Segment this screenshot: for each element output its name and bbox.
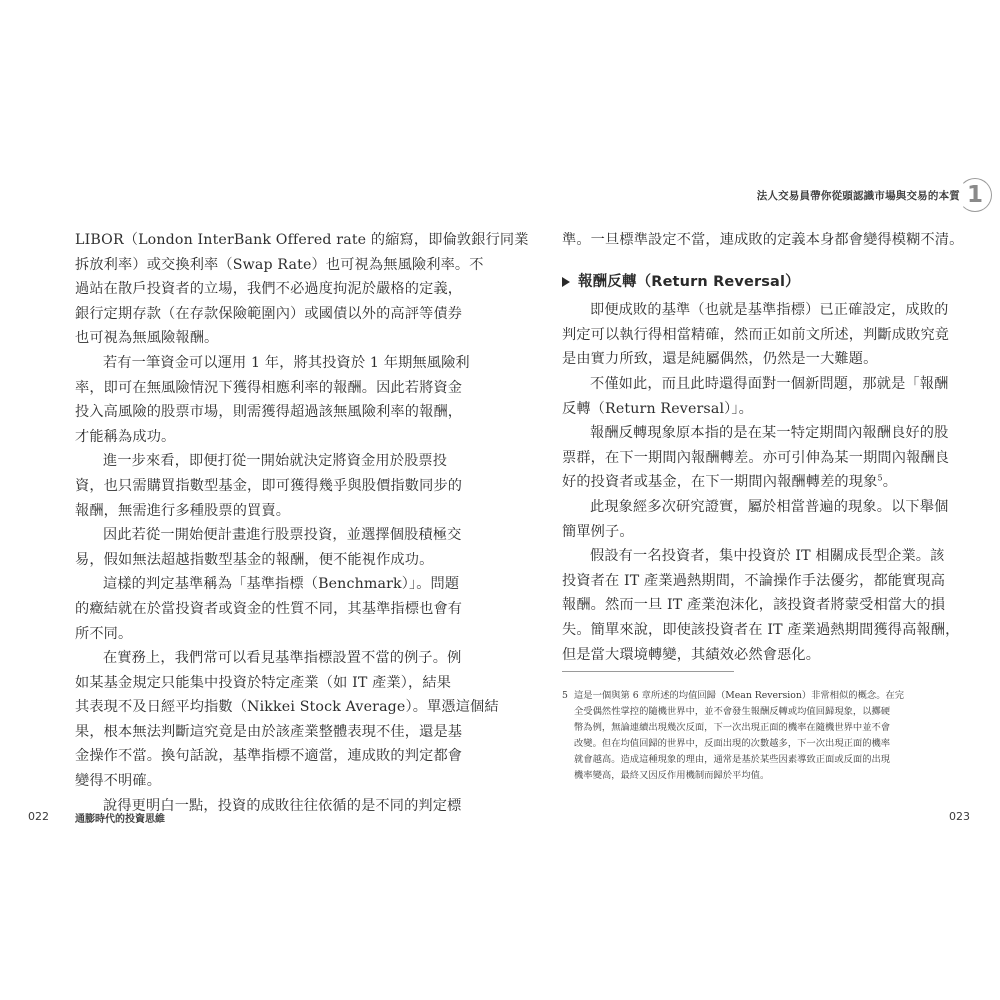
text-line-content: 若有一筆資金可以運用 1 年，將其投資於 1 年期無風險利 (103, 354, 470, 371)
footnote-divider (562, 671, 734, 672)
text-line-content: 簡單例子。 (562, 523, 634, 540)
footnote-line (562, 688, 937, 704)
text-line-content: 好的投資者或基金，在下一期間內報酬轉差的現象 (562, 474, 878, 491)
text-line (562, 421, 949, 446)
text-line-content: 票群，在下一期間內報酬轉差。亦可引伸為某一期間內報酬良 (562, 449, 950, 466)
text-line (562, 569, 946, 594)
left-body-text (75, 228, 529, 818)
right-page (500, 0, 1000, 1000)
text-line (75, 671, 452, 696)
footnote-text: 這是一個與第 6 章所述的均值回歸（Mean Reversion）非常相似的概念。在完 (574, 690, 905, 701)
text-line-content: 也可視為無風險報酬。 (75, 330, 219, 347)
text-line (75, 253, 484, 278)
footnote-text: 全受偶然性掌控的隨機世界中，並不會發生報酬反轉或均值回歸現象，以擲硬 (574, 706, 891, 717)
opening-line: 準。一旦標準設定不當，連成敗的定義本身都會變得模糊不清。 (562, 232, 964, 248)
section-heading (562, 270, 937, 295)
triangle-bullet-icon (562, 277, 570, 287)
footnote-line (562, 704, 937, 720)
book-title-footer: 通膨時代的投資思維 (75, 814, 165, 825)
text-line-content: 進一步來看，即便打從一開始就決定將資金用於股票投 (103, 453, 448, 470)
text-line-content: 不僅如此，而且此時還得面對一個新問題，那就是「報酬 (590, 375, 949, 392)
text-line (562, 593, 946, 618)
right-body-text (562, 228, 964, 667)
text-line (75, 622, 437, 647)
text-line (562, 643, 937, 668)
text-line (562, 397, 937, 422)
text-line-content: 的癥結就在於當投資者或資金的性質不同，其基準指標也會有 (75, 600, 463, 617)
text-line-content: LIBOR（London InterBank Offered rate 的縮寫，即倫敦銀行同業 (75, 232, 529, 248)
text-line (75, 769, 437, 794)
text-line-content: 果，根本無法判斷這究竟是由於該產業整體表現不佳，還是基 (75, 723, 463, 740)
text-line-content: 易，假如無法超越指數型基金的報酬，便不能視作成功。 (75, 551, 434, 568)
footnote-line (562, 752, 937, 768)
footnote-line (562, 768, 937, 784)
text-line-content: 其表現不及日經平均指數（Nikkei Stock Average）。單憑這個結 (75, 699, 499, 716)
text-line-content: 如某基金規定只能集中投資於特定產業（如 IT 產業），結果 (75, 674, 452, 691)
text-line-content: 在實務上，我們常可以看見基準指標設置不當的例子。例 (103, 650, 462, 667)
text-line-content: 說得更明白一點，投資的成敗往往依循的是不同的判定標 (103, 797, 462, 814)
text-line (562, 298, 949, 323)
text-line-content: 才能稱為成功。 (75, 428, 176, 445)
text-line-content: 銀行定期存款（在存款保險範圍內）或國債以外的高評等債券 (75, 305, 463, 322)
text-line-content: 報酬，無需進行多種股票的買賣。 (75, 502, 291, 519)
text-line-trailing: 。 (882, 474, 898, 491)
text-line-content: 變得不明確。 (75, 773, 162, 790)
text-line (75, 695, 499, 720)
text-line (75, 376, 463, 401)
text-line (75, 425, 437, 450)
running-header (757, 178, 992, 212)
text-line-content: 因此若從一開始便計畫進行股票投資，並選擇個股積極交 (103, 527, 462, 544)
footnote-reference[interactable]: 5 (877, 473, 883, 483)
text-line (75, 523, 462, 548)
text-line-content: 報酬。然而一旦 IT 產業泡沫化，該投資者將蒙受相當大的損 (562, 597, 946, 614)
text-line (562, 520, 937, 545)
text-line-content: 假設有一名投資者，集中投資於 IT 相關成長型企業。該 (590, 548, 945, 565)
text-line (75, 400, 463, 425)
footnote-line (562, 720, 937, 736)
text-line (75, 499, 437, 524)
text-line (75, 646, 462, 671)
page-number-left: 022 (28, 810, 49, 823)
text-line-content: 過站在散戶投資者的立場，我們不必過度拘泥於嚴格的定義， (75, 281, 463, 298)
text-line (75, 228, 529, 253)
text-line (562, 618, 960, 643)
text-line-content: 是由實力所致，還是純屬偶然，仍然是一大難題。 (562, 351, 878, 368)
text-line-content: 這樣的判定基準稱為「基準指標（Benchmark）」。問題 (103, 576, 460, 593)
text-line (75, 597, 463, 622)
chapter-number-badge: 1 (958, 178, 992, 212)
text-line-content: 報酬反轉現象原本指的是在某一特定期間內報酬良好的股 (590, 425, 949, 442)
text-line-content: 即便成敗的基準（也就是基準指標）已正確設定，成敗的 (590, 302, 949, 319)
footnote-line (562, 736, 937, 752)
text-line-content: 投資者在 IT 產業過熱期間，不論操作手法優劣，都能實現高 (562, 572, 946, 589)
text-line-content: 判定可以執行得相當精確，然而正如前文所述，判斷成敗究竟 (562, 326, 950, 343)
right-paragraphs (562, 298, 960, 667)
text-line-content: 失。簡單來說，即使該投資者在 IT 產業過熱期間獲得高報酬， (562, 621, 960, 638)
footnote-text: 機率變高，最終又因反作用機制而歸於平均值。 (574, 770, 770, 781)
text-line (75, 449, 448, 474)
text-line (562, 323, 950, 348)
running-header-title: 法人交易員帶你從頭認識市場與交易的本質 (756, 189, 960, 202)
text-line (562, 470, 937, 495)
text-line (75, 572, 460, 597)
text-line-content: 所不同。 (75, 625, 133, 642)
text-line (75, 351, 470, 376)
text-line-content: 投入高風險的股票市場，則需獲得超過該無風險利率的報酬， (75, 404, 463, 421)
footnote-text: 幣為例，無論連續出現幾次反面，下一次出現正面的機率在隨機世界中並不會 (574, 722, 891, 733)
text-line (75, 302, 463, 327)
text-line-content: 金操作不當。換句話說，基準指標不適當，連成敗的判定都會 (75, 748, 463, 765)
text-line-content: 資，也只需購買指數型基金，即可獲得幾乎與股價指數同步的 (75, 477, 463, 494)
footnote-number: 5 (562, 690, 568, 701)
footnote-block (562, 688, 937, 784)
text-line-content: 反轉（Return Reversal）」。 (562, 400, 753, 417)
text-line (75, 720, 463, 745)
text-line (562, 446, 950, 471)
text-line (562, 347, 937, 372)
text-line (562, 544, 945, 569)
text-line (75, 326, 437, 351)
text-line (75, 474, 463, 499)
text-line (75, 744, 463, 769)
text-line (562, 495, 949, 520)
text-line (75, 277, 463, 302)
text-line (562, 372, 949, 397)
text-line-content: 率，即可在無風險情況下獲得相應利率的報酬。因此若將資金 (75, 379, 463, 396)
text-line-content: 此現象經多次研究證實，屬於相當普遍的現象。以下舉個 (590, 498, 949, 515)
text-line-content: 但是當大環境轉變，其績效必然會惡化。 (562, 646, 821, 663)
footnote-text: 改變。但在均值回歸的世界中，反面出現的次數越多，下一次出現正面的機率 (574, 738, 891, 749)
text-line (75, 548, 437, 573)
footnote-text: 就會越高。造成這種現象的理由，通常是基於某些因素導致正面或反面的出現 (574, 754, 891, 765)
section-heading-text: 報酬反轉（Return Reversal） (578, 273, 800, 290)
text-line-content: 拆放利率）或交換利率（Swap Rate）也可視為無風險利率。不 (75, 256, 484, 273)
page-number-right: 023 (949, 810, 970, 823)
